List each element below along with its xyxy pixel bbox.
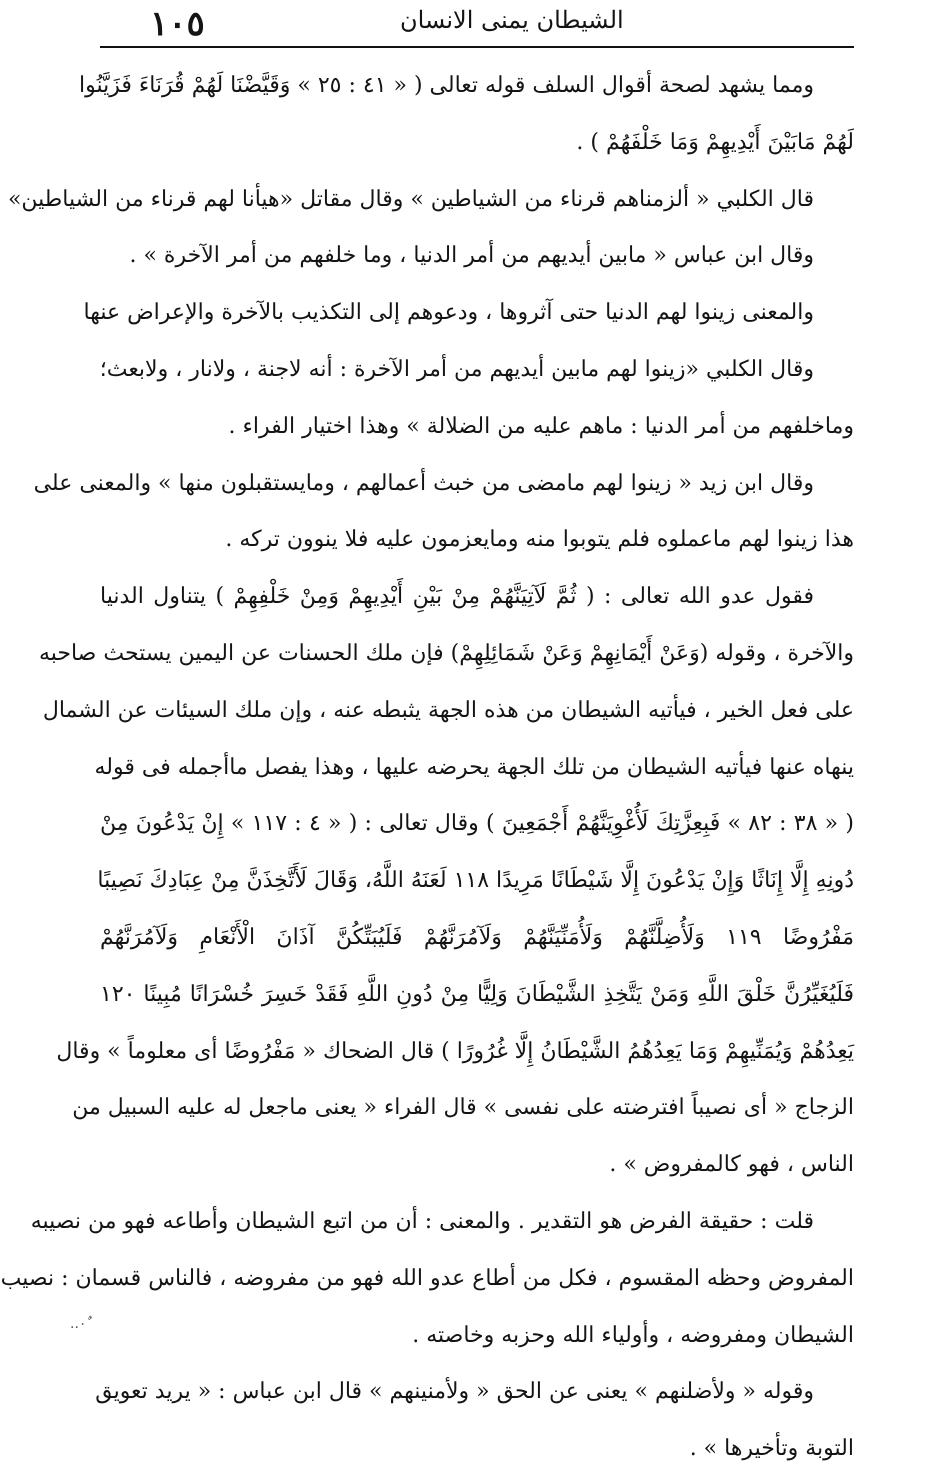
text-line: وقال ابن زيد « زينوا لهم مامضى من خبث أعمالهم ، ومايستقبلون منها » والمعنى على <box>33 470 814 496</box>
text-line: فَلَيُغَيِّرُنَّ خَلْقَ اللَّهِ وَمَنْ يَتَّخِذِ الشَّيْطَانَ وَلِيًّا مِنْ دُونِ اللَّهِ فَقَدْ خَسِرَ خُسْرَانًا مُبِينًا ١٢٠ <box>100 981 854 1007</box>
text-line: وقال ابن عباس « مابين أيديهم من أمر الدنيا ، وما خلفهم من أمر الآخرة » . <box>129 243 814 269</box>
running-title: الشيطان يمنى الانسان <box>400 6 624 34</box>
text-line: والمعنى زينوا لهم الدنيا حتى آثروها ، ودعوهم إلى التكذيب بالآخرة والإعراض عنها <box>83 300 814 326</box>
text-line: وقوله « ولأضلنهم » يعنى عن الحق « ولأمنينهم » قال ابن عباس : « يريد تعويق <box>95 1379 814 1405</box>
text-line: وقال الكلبي «زينوا لهم مابين أيديهم من أمر الآخرة : أنه لاجنة ، ولانار ، ولابعث؛ <box>99 356 814 382</box>
text-line: لَهُمْ مَابَيْنَ أَيْدِيهِمْ وَمَا خَلْفَهُمْ ) . <box>576 129 854 155</box>
text-line: يَعِدُهُمْ وَيُمَنِّيهِمْ وَمَا يَعِدُهُمُ الشَّيْطَانُ إِلَّا غُرُورًا ) قال الضحاك « مَفْرُوضًا أى معلوماً » وقال <box>56 1038 854 1064</box>
text-line: هذا زينوا لهم ماعملوه فلم يتوبوا منه ومايعزمون عليه فلا ينوون تركه . <box>225 527 854 553</box>
header-rule <box>100 46 854 48</box>
text-line: على فعل الخير ، فيأتيه الشيطان من هذه الجهة يثبطه عنه ، وإن ملك السيئات عن الشمال <box>42 697 854 723</box>
page-header <box>0 0 936 52</box>
text-line: الناس ، فهو كالمفروض » . <box>609 1152 854 1178</box>
text-line: قال الكلبي « ألزمناهم قرناء من الشياطين » وقال مقاتل «هيأنا لهم قرناء من الشياطين» <box>7 186 814 212</box>
page-body <box>0 58 854 1478</box>
text-line: الشيطان ومفروضه ، وأولياء الله وحزبه وخاصته . <box>412 1322 854 1348</box>
text-line: التوبة وتأخيرها » . <box>689 1436 854 1462</box>
text-line: المفروض وحظه المقسوم ، فكل من أطاع عدو الله فهو من مفروضه ، فالناس قسمان : نصيب <box>0 1265 854 1291</box>
text-line: الزجاج « أى نصيباً افترضته على نفسى » قال الفراء « يعنى ماجعل له عليه السبيل من <box>72 1095 854 1121</box>
text-line: والآخرة ، وقوله (وَعَنْ أَيْمَانِهِمْ وَعَنْ شَمَائِلِهِمْ) فإن ملك الحسنات عن اليمين يستحث صاحبه <box>38 640 854 666</box>
margin-mark: ٠ٌ.. <box>70 1316 87 1332</box>
text-line: ينهاه عنها فيأتيه الشيطان من تلك الجهة يحرضه عليها ، وهذا يفصل ماأجمله فى قوله <box>94 754 854 780</box>
text-line: ( « ٣٨ : ٨٢ » فَبِعِزَّتِكَ لَأُغْوِيَنَّهُمْ أَجْمَعِينَ ) وقال تعالى : ( « ٤ : ١١٧ » إِنْ يَدْعُونَ مِنْ <box>100 811 854 837</box>
text-line: مَفْرُوضًا ١١٩ وَلَأُضِلَّنَّهُمْ وَلَأُمَنِّيَنَّهُمْ وَلَآمُرَنَّهُمْ فَلَيُبَتِّكُنَّ آذَانَ الْأَنْعَامِ وَلَآمُرَنَّهُمْ <box>100 924 854 950</box>
text-line: فقول عدو الله تعالى : ( ثُمَّ لَآتِيَنَّهُمْ مِنْ بَيْنِ أَيْدِيهِمْ وَمِنْ خَلْفِهِمْ ) يتناول الدنيا <box>100 584 814 610</box>
text-line: وماخلفهم من أمر الدنيا : ماهم عليه من الضلالة » وهذا اختيار الفراء . <box>228 413 854 439</box>
text-line: دُونِهِ إِلَّا إِنَاثًا وَإِنْ يَدْعُونَ إِلَّا شَيْطَانًا مَرِيدًا ١١٨ لَعَنَهُ اللَّهُ، وَقَالَ لَأَتَّخِذَنَّ مِنْ عِبَادِكَ نَصِيبًا <box>97 868 854 894</box>
text-line: ومما يشهد لصحة أقوال السلف قوله تعالى ( « ٤١ : ٢٥ » وَقَيَّضْنَا لَهُمْ قُرَنَاءَ فَزَيَّنُوا <box>78 73 814 98</box>
page-number: ١٠٥ <box>150 4 205 44</box>
text-line: قلت : حقيقة الفرض هو التقدير . والمعنى : أن من اتبع الشيطان وأطاعه فهو من نصيبه <box>30 1208 814 1234</box>
